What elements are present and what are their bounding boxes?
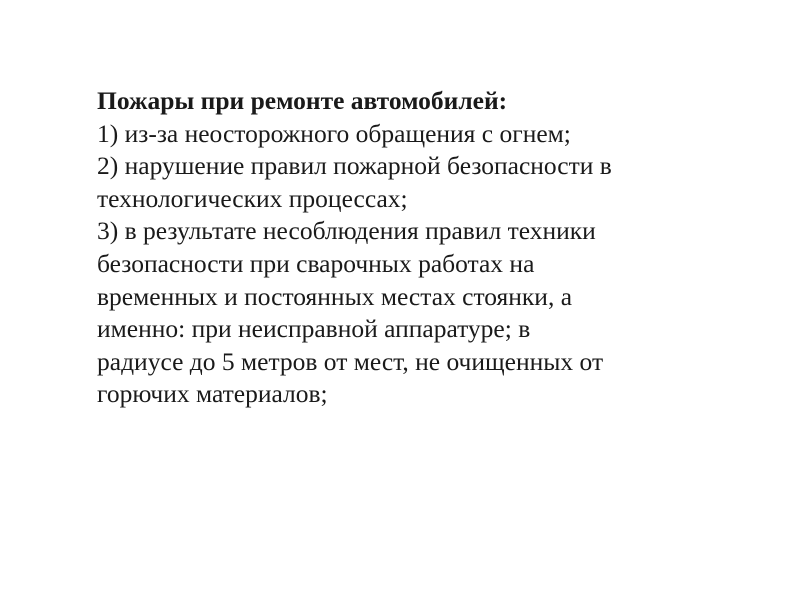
text-line: 2) нарушение правил пожарной безопасности в	[97, 151, 612, 181]
text-line: 3) в результате несоблюдения правил техники	[97, 216, 596, 246]
text-line: горючих материалов;	[97, 379, 328, 409]
text-line: 1) из-за неосторожного обращения с огнем;	[97, 118, 571, 148]
text-line: безопасности при сварочных работах на	[97, 248, 535, 278]
text-line: радиусе до 5 метров от мест, не очищенных от	[97, 346, 604, 376]
slide-heading: Пожары при ремонте автомобилей:	[97, 86, 508, 115]
slide-text-block	[97, 85, 777, 411]
text-line: технологических процессах;	[97, 183, 408, 213]
text-line: именно: при неисправной аппаратуре; в	[97, 314, 531, 344]
text-line: временных и постоянных местах стоянки, а	[97, 281, 573, 311]
